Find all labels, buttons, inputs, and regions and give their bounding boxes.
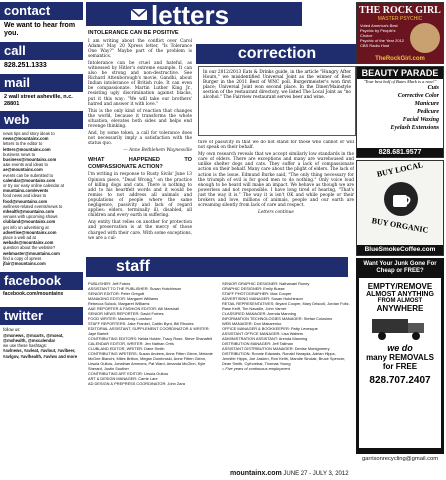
email-link[interactable]: mountainx.com/events: [3, 188, 49, 194]
phone-number[interactable]: 828.251.1333: [4, 62, 47, 69]
web-item: events can be submitted to calendar@mountainx.com: [3, 172, 56, 183]
contact-heading: contact: [0, 2, 83, 20]
rockgirl-bullet: Voted America's Best Psychic by People's Choice: [360, 23, 398, 38]
staff-line: CONTRIBUTING ART EDITOR: Ursula Gullow: [88, 371, 169, 376]
email-link[interactable]: jfair@mountainx.com: [3, 261, 46, 267]
letter-paragraph: I am writing about the conflict over Carol Adams' May 20 Xpress letter, "Is Tolerance One Way?" Maybe part of the problem is semantics.: [88, 38, 192, 59]
email-link[interactable]: calendar@mountainx.com: [3, 177, 56, 183]
web-item: get info on advertising at advertise@mountainx.com: [3, 224, 57, 235]
email-link[interactable]: business@mountainx.com: [3, 157, 57, 163]
staff-line: CONTRIBUTING WRITERS: Susan Andrew, Anne Fitten Glenn, Melanie McGee Bianchi, Miles Britton, Megan Dombroski, Anne Fitten Glenn, Ursula Gullow, Jonathan Ammons, Pat Ward, Amanda McGinn, Kyle Sherard, Justin Souther: [88, 351, 213, 371]
correction-header: correction: [196, 44, 358, 64]
junk-removal-ad[interactable]: [356, 258, 444, 464]
call-heading: call: [0, 42, 83, 60]
web-item: news tips and story ideas to news@mountainx.com: [3, 131, 55, 142]
junk-line1: EMPTY/REMOVE: [367, 282, 433, 291]
facebook-heading: facebook: [0, 272, 83, 290]
junk-phone[interactable]: 828.707.2407: [369, 375, 431, 386]
staff-line: STAFF PHOTOGRAPHER: Max Cooper: [222, 291, 292, 296]
web-item: food news and ideas to food@mountainx.com: [3, 193, 48, 204]
contact-sidebar: [0, 0, 83, 480]
twitter-handles[interactable]: @mxnews, @mxarts, @mxeat, @mxhealth, @mxcalendar: [3, 332, 64, 343]
junk-email[interactable]: garrisonrecycling@gmail.com: [356, 454, 444, 464]
letter-paragraph: I'm writing in response to Rusty Sivils' June 13 Opinion piece, "Dead Wrong," on the practice of killing dogs and cats. There is nothing to add to his heartfelt words and it would be remiss to not address all animals and populations of people where the same negligence, passivity and lack of regard applies: elders, terminally ill, disabled, all children and every earth in suffering.: [88, 172, 192, 219]
staff-line: OFFICE MANAGER & BOOKKEEPER: Patty Levesque: [222, 326, 318, 331]
email-link[interactable]: letters@mountainx.com: [3, 146, 51, 152]
twitter-hashtags: #avlnews, #avleat, #avlout, #avlbeer, #avlgov, #avlhealth, #avlwx and more: [3, 348, 78, 359]
staff-line: ADMINISTRATION ASSISTANT: Arenda Manning: [222, 336, 308, 341]
coffee-cup-icon: [383, 181, 419, 217]
staff-line: ART & DESIGN MANAGER: Carrie Lare: [88, 376, 158, 381]
staff-line: CLASSIFIED MANAGER: Arenda Manning: [222, 311, 296, 316]
beauty-service: Corrective Color: [397, 93, 439, 99]
correction-text: In our 2012/2013 Eats & Drinks guide, in the article "Hungry After Hours," we misidentified Universal Joint as the winner of Best Burger in the 2011 Best of WNC poll. Burgermeister's won first place; Universal Joint won second place. In the Diner/Mainstyle section of the restaurant directory, we listed The Local Joint as "no alcohol." The Fairview restaurant serves beer and wine.: [203, 70, 351, 101]
envelope-icon: [130, 5, 148, 23]
web-item: wellness-related events/news to mhealth@mountainx.com: [3, 203, 63, 215]
email-link[interactable]: webads@mountainx.com: [3, 240, 54, 246]
web-item: question about the website? webmaster@mountainx.com: [3, 245, 60, 256]
letter-paragraph: This is the only kind of reaction that changes the world, because it transforms the whole situation, elevates both sides and helps end revenge thinking.: [88, 108, 192, 129]
beauty-service: Manicure: [414, 101, 439, 107]
footer-site-name[interactable]: mountainx.com: [230, 470, 282, 477]
rockgirl-photo: [410, 23, 440, 53]
junk-wedo: we do: [387, 343, 413, 353]
staff-line: Rebecca Sulock, Margaret Williams: [88, 301, 150, 306]
web-list: [0, 129, 83, 268]
rockgirl-subtitle: MASTER PSYCHIC: [377, 16, 423, 22]
staff-line: ADVERTISING MANAGER: Susan Hutchinson: [222, 296, 303, 301]
web-item: or try our easy online calendar at mountainx.com/events: [3, 183, 64, 194]
bluesmoke-name[interactable]: BlueSmokeCoffee.com: [357, 245, 443, 255]
staff-line: FOOD WRITER: Mackensy Lunsford: [88, 316, 152, 321]
staff-line: GRAPHIC DESIGNER: Emily Busse: [222, 286, 285, 291]
email-link[interactable]: food@mountainx.com: [3, 198, 48, 204]
beauty-service: Facial Waxing: [402, 117, 439, 123]
letter-paragraph: My own research reveals that we accept similarly low standards in the care of elders. There are exceptions and many are warehoused and unlike shelter dogs and cats. They suffer a lack of compassionate action on their behalf. Many care about the plight of elders. The lack of action is the issue. Edmund Burke said, "The only thing necessary for the triumph of evil is for good men to do nothing." Only voice loud enough to be heard will make an impact. We behave as though we are powerless and not responsible. I have long tired of hearing, "That's just the way it is." The way it is isn't OK and while people or their brokers and love, millions of animals, people and our earth are screaming silently from lack of care and respect.: [198, 152, 354, 209]
web-item: a&e events and ideas to ae@mountainx.com: [3, 162, 48, 173]
rockgirl-bullet: Psychic of the Year 2012: [360, 38, 405, 43]
staff-line: PUBLISHER: Jeff Fobes: [88, 281, 131, 286]
junk-line2: ALMOST ANYTHING: [366, 291, 434, 298]
rockgirl-title: THE ROCK GIRL: [359, 5, 441, 16]
staff-line: RETAIL REPRESENTATIVES: Bryant Cooper, Mary Driscoll, Jordan Foltz, Rase Kelff, Tim Navaille, John Varner: [222, 301, 350, 311]
staff-line: DISTRIBUTION MANAGER: Jeff Tallman: [222, 341, 293, 346]
email-link[interactable]: news@mountainx.com: [3, 136, 49, 142]
rockgirl-bullet: CBS Radio Host: [360, 43, 390, 48]
junk-line4: ANYWHERE: [376, 304, 424, 313]
footer-date: JUNE 27 - JULY 3, 2012: [283, 471, 349, 477]
correction-box: [198, 66, 356, 136]
staff-line: STAFF REPORTERS: Jake Frankel, Caitlin Byrd, Bill Rhodes: [88, 321, 194, 326]
page-footer: [230, 470, 349, 477]
staff-line: CONTRIBUTING EDITORS: Nelda Holder, Tracy Rose, Steve Shanafelt: [88, 336, 213, 341]
rockgirl-url[interactable]: TheRockGirl.com: [375, 56, 425, 62]
beauty-phone[interactable]: 828.681.9577: [357, 148, 443, 157]
staff-line: SENIOR GRAPHIC DESIGNER: Nathanael Roney: [222, 281, 310, 286]
junk-line3: FROM ALMOST: [377, 298, 423, 304]
letter-paragraph: ture of passivity in that we do not stand for those who cannot or will not speak on their behalf.: [198, 140, 354, 151]
twitter-follow: follow us:: [3, 327, 21, 333]
staff-line: CLUBLAND EDITOR, WRITER: Dane Smith: [88, 346, 165, 351]
bluesmoke-bottom: BUY ORGANIC: [371, 216, 429, 235]
web-item: venues with upcoming shows clubland@mountainx.com: [3, 214, 58, 225]
beauty-title: BEAUTY PARADE: [357, 67, 443, 79]
letters-title: letters: [151, 0, 230, 30]
mail-heading: mail: [0, 74, 83, 92]
beauty-parade-ad[interactable]: [356, 66, 444, 158]
staff-header: [86, 257, 348, 277]
email-link[interactable]: mhealth@mountainx.com: [3, 209, 55, 215]
beauty-tagline: "Your best half of Bates Mark is a now!": [363, 79, 437, 84]
staff-line: = Five years of continuous employment: [222, 366, 290, 371]
letter-paragraph: And, by some token, a call for tolerance does not necessarily imply a satisfaction with the status quo.: [88, 131, 192, 147]
beauty-service: Cuts: [427, 85, 439, 91]
staff-line: CALENDAR EDITOR, WRITER: Jen Nathan Orris: [88, 341, 174, 346]
web-item: find a copy of xpress jfair@mountainx.com: [3, 255, 46, 267]
staff-title: staff: [116, 258, 150, 275]
beauty-service: Pedicure: [417, 109, 439, 115]
staff-line: INFORMATION TECHNOLOGIES MANAGER: Stefan Colosimo: [222, 316, 333, 321]
mail-address: 2 wall street asheville, n.c. 28801: [4, 94, 73, 107]
web-item: place a web ad at webads@mountainx.com: [3, 235, 54, 246]
letters-continue: Letters continue: [258, 210, 294, 216]
rockgirl-ad[interactable]: [356, 2, 444, 64]
staff-line: MANAGING EDITOR: Margaret Williams: [88, 296, 159, 301]
letter-paragraph: Intolerance can be cruel and hateful, as witnessed by Hitler's extreme example. It can also be strong and non-destructive. See Richard Attenborough's movie, Gandhi, about Indian intolerance of British rule. It can even be compassionate. Martin Luther King Jr., resisting ugly discrimination against blacks, put it this way: "We will take our brothers' hatred and answer it with love.": [88, 60, 192, 107]
bluesmoke-coffee-ad[interactable]: [356, 160, 444, 256]
email-link[interactable]: ae@mountainx.com: [3, 167, 43, 173]
staff-line: DISTRIBUTION: Ronnie Edwards, Ronald Harayda, Adrian Hipps, Jennifer Hipps, Joe Jasken, Ron Keith, Mandie Sinclair, Bruce Spencer, Dean Smith, Cyfrcrebar, Thomas Young: [222, 351, 346, 366]
web-item: business news to business@mountainx.com: [3, 151, 57, 163]
staff-line: AD DESIGN & PREPRESS COORDINATOR: John Zara: [88, 381, 185, 386]
truck-icon: [370, 315, 430, 341]
hashtags-intro: we use these hashtags:: [3, 343, 47, 349]
staff-line: ASSISTANT OFFICE MANAGER: Lisa Watters: [222, 331, 303, 336]
beauty-service: Eyelash Extensions: [390, 125, 439, 131]
staff-line: ASSISTANT DISTRIBUTION MANAGER: Denise Montgomery: [222, 346, 330, 351]
junk-free: for FREE: [382, 362, 418, 371]
facebook-link[interactable]: facebook.com/mountainx: [3, 291, 64, 298]
staff-line: EDITORIAL ASSISTANT, SUPPLEMENT COORDINATOR & WRITER: Jaye Bartell: [88, 326, 210, 336]
letter-paragraph: Any entity that relies on another for protection and preservation is at the mercy of those charged with their care. With some exceptions, we are a cul-: [88, 220, 192, 241]
letter-headline: WHAT HAPPENED TO COMPASSIONATE ACTION?: [88, 157, 192, 170]
twitter-heading: twitter: [0, 307, 83, 325]
contact-tagline: We want to hear from you.: [4, 22, 76, 37]
web-heading: web: [0, 111, 83, 129]
twitter-info: [0, 325, 83, 360]
staff-column-2: [222, 281, 350, 467]
staff-line: A&E REPORTER & FASHION EDITOR: Alli Marshall: [88, 306, 179, 311]
staff-line: WEB MANAGER: Don Makarenko: [222, 321, 282, 326]
letter-headline: INTOLERANCE CAN BE POSITIVE: [88, 30, 179, 36]
junk-headline: Want Your Junk Gone For Cheap or FREE?: [363, 261, 437, 274]
junk-many: many REMOVALS: [366, 353, 434, 362]
staff-column-1: [88, 281, 218, 467]
email-link[interactable]: advertise@mountainx.com: [3, 229, 57, 235]
staff-line: ASSISTANT TO THE PUBLISHER: Susan Hutchinson: [88, 286, 182, 291]
email-link[interactable]: clubland@mountainx.com: [3, 219, 56, 225]
letters-header: [86, 0, 302, 30]
bluesmoke-top: BUY LOCAL: [376, 160, 424, 179]
staff-line: SENIOR NEWS REPORTER: David Forbes: [88, 311, 164, 316]
web-item: letters to the editor to letters@mountainx.com: [3, 141, 51, 152]
letters-column-2: [198, 140, 354, 250]
staff-line: SENIOR EDITOR: Peter Gregutt: [88, 291, 145, 296]
letters-column-1: [88, 30, 192, 255]
letter-signature: — Anne Bethlehem Waynesville: [123, 148, 192, 154]
email-link[interactable]: webmaster@mountainx.com: [3, 250, 60, 256]
